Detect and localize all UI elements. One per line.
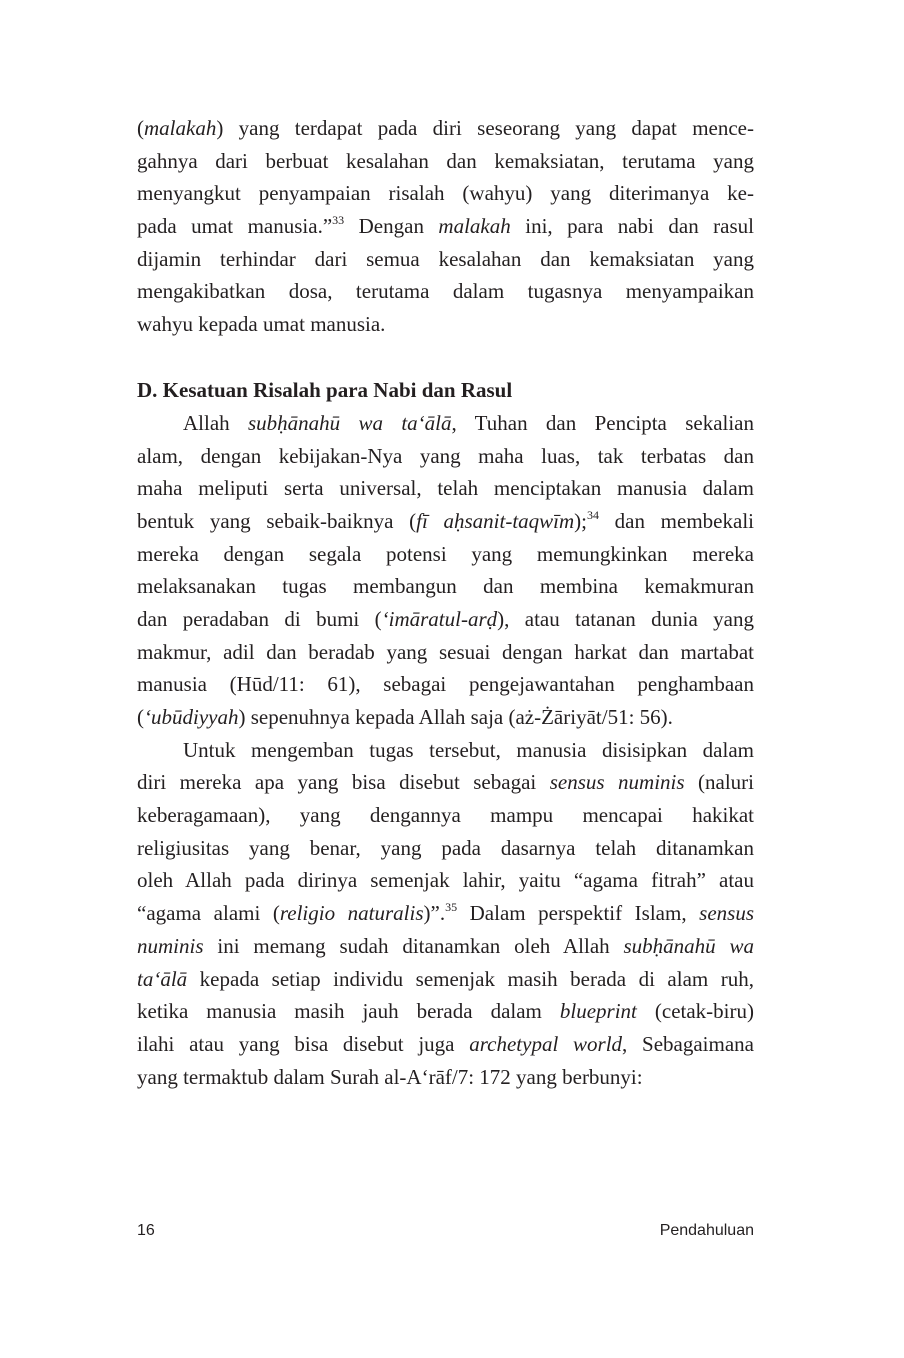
paragraph	[137, 407, 754, 734]
text-run: melaksanakan tugas membangun dan membina kemakmuran	[137, 574, 754, 599]
page-number: 16	[137, 1222, 155, 1239]
text-run: keberagamaan), yang dengannya mampu mencapai hakikat	[137, 803, 754, 828]
italic-term: religio naturalis	[279, 901, 424, 926]
text-run: ) sepenuhnya kepada Allah saja (aż-Żāriyāt/51: 56).	[238, 705, 673, 729]
text-line	[137, 440, 754, 473]
text-line	[137, 799, 754, 832]
text-line	[137, 930, 754, 963]
italic-term: ‘ubūdiyyah	[144, 705, 239, 729]
text-run: (cetak-biru)	[636, 999, 754, 1024]
italic-term: subḥānahū wa ta‘ālā	[247, 410, 452, 435]
italic-term: ‘imāratul-arḍ	[381, 606, 498, 631]
text-run: Dalam perspektif Islam,	[457, 901, 700, 926]
italic-term: numinis	[137, 933, 204, 958]
text-run: dan peradaban di bumi (	[137, 606, 382, 631]
text-line	[137, 1061, 754, 1094]
text-run: pada umat manusia.”	[137, 214, 333, 239]
italic-term: sensus numinis	[549, 770, 685, 795]
text-run: dijamin terhindar dari semua kesalahan dan kemaksiatan yang	[137, 246, 754, 271]
text-line	[137, 210, 754, 243]
text-run: );	[574, 508, 587, 533]
text-run: (	[137, 116, 144, 140]
text-run: manusia (Hūd/11: 61), sebagai pengejawantahan penghambaan	[137, 672, 754, 697]
italic-term: subḥānahū wa	[623, 933, 755, 958]
text-run: Allah	[183, 410, 248, 435]
text-run: kepada setiap individu semenjak masih berada di alam ruh,	[187, 966, 754, 991]
text-run: )”.	[423, 901, 446, 926]
text-line	[137, 275, 754, 308]
text-run: Dengan	[344, 214, 439, 239]
text-line	[137, 897, 754, 930]
text-run: gahnya dari berbuat kesalahan dan kemaksiatan, terutama yang	[137, 148, 754, 173]
italic-term: malakah	[144, 116, 217, 140]
text-run: , Sebagaimana	[622, 1031, 754, 1056]
text-line	[137, 145, 754, 178]
text-run: yang termaktub dalam Surah al-A‘rāf/7: 172 yang berbunyi:	[137, 1064, 643, 1089]
text-run: ketika manusia masih jauh berada dalam	[137, 999, 560, 1024]
text-line	[137, 668, 754, 701]
text-run: ilahi atau yang bisa disebut juga	[137, 1031, 470, 1056]
text-line	[137, 963, 754, 996]
text-run: alam, dengan kebijakan-Nya yang maha luas, tak terbatas dan	[137, 443, 754, 468]
text-line	[137, 505, 754, 538]
text-run: (naluri	[684, 770, 754, 795]
text-run: Untuk mengemban tugas tersebut, manusia disisipkan dalam	[183, 737, 754, 762]
text-line	[137, 177, 754, 210]
italic-term: fī aḥsanit-taqwīm	[416, 508, 575, 533]
page-body	[137, 112, 754, 1093]
text-run: diri mereka apa yang bisa disebut sebagai	[137, 770, 550, 795]
section-paragraphs	[137, 407, 754, 1093]
text-run: wahyu kepada umat manusia.	[137, 312, 386, 337]
text-run: dan membekali	[599, 508, 754, 533]
text-line	[137, 407, 754, 440]
italic-term: malakah	[438, 214, 511, 239]
text-line	[137, 734, 754, 767]
text-line	[137, 995, 754, 1028]
text-run: bentuk yang sebaik-baiknya (	[137, 508, 417, 533]
paragraph	[137, 734, 754, 1094]
text-run: ) yang terdapat pada diri seseorang yang dapat mence-	[216, 116, 754, 140]
paragraph-continued	[137, 112, 754, 341]
text-line	[137, 472, 754, 505]
text-run: “agama alami (	[137, 901, 280, 926]
text-run: ), atau tatanan dunia yang	[497, 606, 755, 631]
text-line	[137, 538, 754, 571]
italic-term: archetypal world	[469, 1031, 623, 1056]
text-run: , Tuhan dan Pencipta sekalian	[451, 410, 755, 435]
text-run: (	[137, 705, 144, 729]
text-line	[137, 308, 754, 341]
text-run: maha meliputi serta universal, telah menciptakan manusia dalam	[137, 476, 754, 501]
text-line	[137, 112, 754, 145]
footnote-ref: 34	[587, 507, 599, 522]
italic-term: sensus	[699, 901, 754, 926]
text-run: mengakibatkan dosa, terutama dalam tugasnya menyampaikan	[137, 279, 754, 304]
spacer	[137, 341, 754, 374]
footnote-ref: 35	[445, 900, 458, 915]
text-line	[137, 1028, 754, 1061]
text-line	[137, 701, 754, 734]
italic-term: blueprint	[559, 999, 637, 1024]
text-line	[137, 603, 754, 636]
text-line	[137, 243, 754, 276]
text-line	[137, 636, 754, 669]
text-run: ini, para nabi dan rasul	[510, 214, 754, 239]
paragraph	[137, 112, 754, 341]
text-run: mereka dengan segala potensi yang memungkinkan mereka	[137, 541, 754, 566]
text-run: ini memang sudah ditanamkan oleh Allah	[203, 933, 624, 958]
text-line	[137, 570, 754, 603]
text-run: oleh Allah pada dirinya semenjak lahir, yaitu “agama fitrah” atau	[137, 868, 754, 893]
text-line	[137, 832, 754, 865]
text-run: menyangkut penyampaian risalah (wahyu) yang diterimanya ke-	[137, 181, 754, 206]
text-line	[137, 766, 754, 799]
italic-term: ta‘ālā	[137, 966, 188, 991]
text-run: religiusitas yang benar, yang pada dasarnya telah ditanamkan	[137, 835, 754, 860]
running-footer-section: Pendahuluan	[659, 1222, 754, 1239]
section-heading: D. Kesatuan Risalah para Nabi dan Rasul	[137, 377, 513, 402]
text-line	[137, 864, 754, 897]
footnote-ref: 33	[332, 213, 345, 228]
text-run: makmur, adil dan beradab yang sesuai dengan harkat dan martabat	[137, 639, 754, 664]
